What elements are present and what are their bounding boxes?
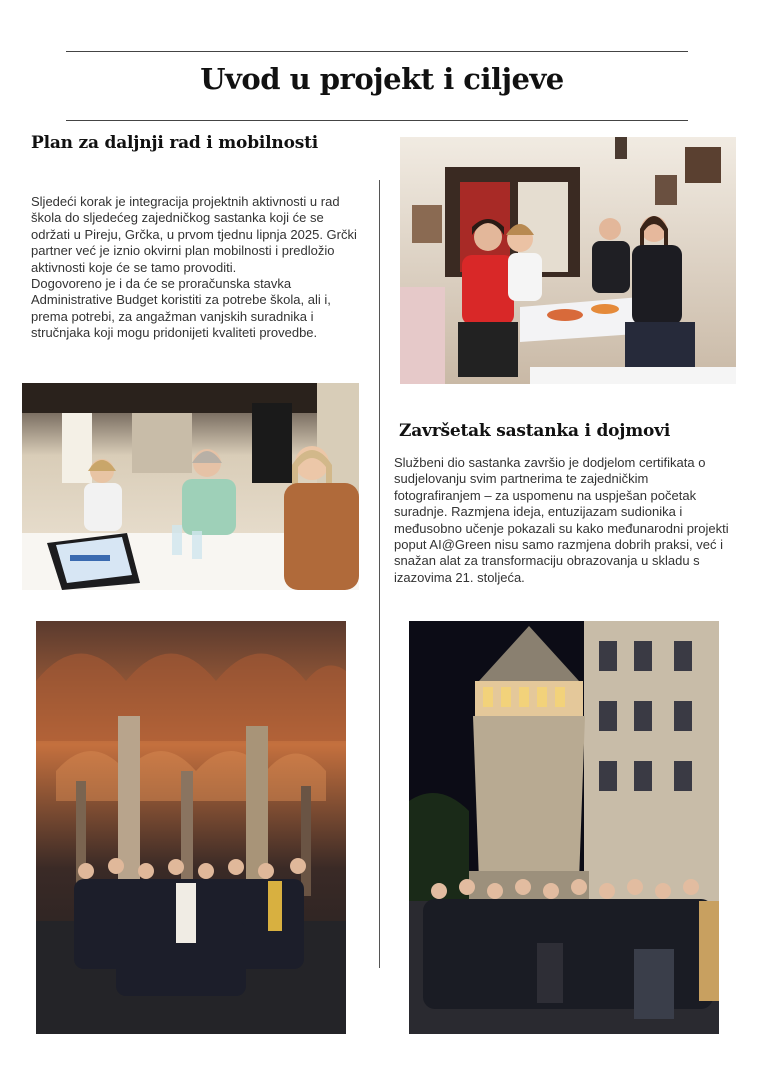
top-rule [66, 51, 688, 52]
plan-text [31, 194, 366, 342]
plan-paragraph-2: Dogovoreno je i da će se proračunska stavka Administrative Budget koristiti za potrebe škola, ali i, prema potrebi, za angažman vanjskih suradnika i stručnjaka koji mogu pridonijeti kvaliteti provedbe. [31, 276, 331, 341]
plan-paragraph-1: Sljedeći korak je integracija projektnih aktivnosti u rad škola do sljedećeg zajedničkog sastanka koji će se održati u Pireju, Grčka, u prvom tjednu lipnja 2025. Grčki partner već je iznio okvirni plan mobilnosti i predložio aktivnosti koje će se tamo provoditi. [31, 194, 357, 275]
meeting-room-photo [22, 383, 359, 590]
cistern-group-photo [36, 621, 346, 1034]
section-heading-end: Završetak sastanka i dojmovi [399, 421, 671, 441]
column-divider [379, 180, 380, 968]
title-underline [66, 120, 688, 121]
section-heading-plan: Plan za daljnji rad i mobilnosti [31, 133, 318, 153]
restaurant-photo [400, 137, 736, 384]
end-text [394, 455, 736, 586]
galata-tower-photo [409, 621, 719, 1034]
end-paragraph: Službeni dio sastanka završio je dodjelom certifikata o sudjelovanju svim partnerima te zajedničkim fotografiranjem – za uspomenu na uspješan početak suradnje. Razmjena ideja, entuzijazam sudionika i međusobno učenje pokazali su kako međunarodni projekti poput AI@Green nisu samo razmjena dobrih praksi, već i snažan alat za transformaciju obrazovanja u skladu s izazovima 21. stoljeća. [394, 455, 729, 585]
page-title: Uvod u projekt i ciljeve [200, 62, 564, 96]
